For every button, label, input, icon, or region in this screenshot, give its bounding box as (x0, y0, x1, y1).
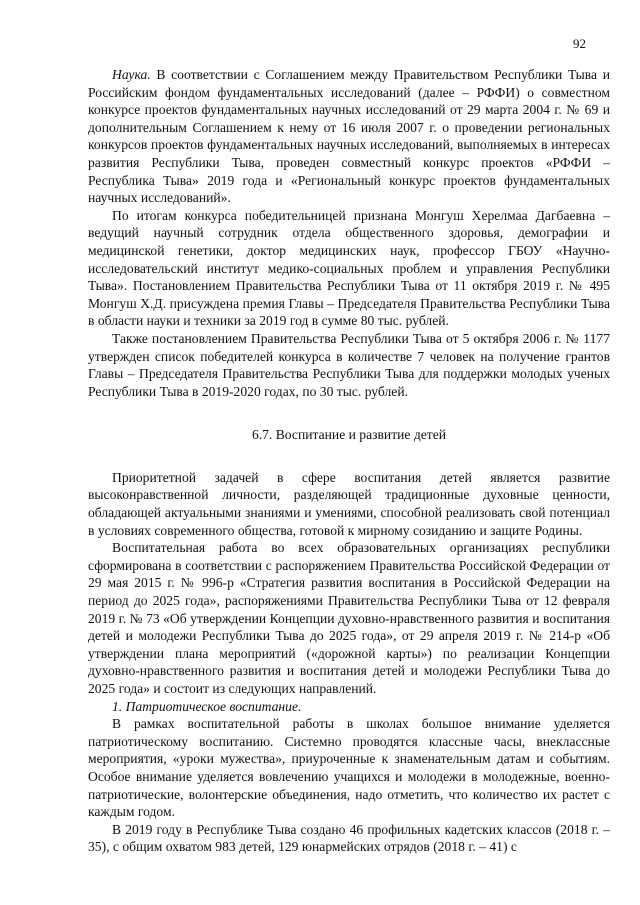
page-body (88, 66, 610, 856)
science-lead: Наука. (112, 67, 151, 82)
paragraph-science-intro (88, 66, 610, 207)
paragraph-cadet-classes: В 2019 году в Республике Тыва создано 46 профильных кадетских классов (2018 г. – 35), с общим охватом 983 детей, 129 юнармейских отрядов (2018 г. – 41) с (88, 821, 610, 855)
subsection-patriotic: 1. Патриотическое воспитание. (112, 698, 302, 714)
paragraph-education-priority: Приоритетной задачей в сфере воспитания детей является развитие высоконравственной личности, разделяющей традиционные духовные ценности, обладающей актуальными знаниями и умениями, способной реализовать свой потенциал в условиях современного общества, готовой к мирному созиданию и защите Родины. (88, 469, 610, 538)
paragraph-science-grants: Также постановлением Правительства Республики Тыва от 5 октября 2006 г. № 1177 утвержден список победителей конкурса в количестве 7 человек на получение грантов Главы – Председателя Правительства Республики Тыва для поддержки молодых ученых Республики Тыва в 2019-2020 годах, по 30 тыс. рублей. (88, 330, 610, 399)
paragraph-science-winner: По итогам конкурса победительницей признана Монгуш Херелмаа Дагбаевна – ведущий научный сотрудник отдела общественного здоровья, демографии и медицинской генетики, доктор медицинских наук, профессор ГБОУ «Научно-исследовательский институт медико-социальных проблем и управления Республики Тыва». Постановлением Правительства Республики Тыва от 11 октября 2019 г. № 495 Монгуш Х.Д. присуждена премия Главы – Председателя Правительства Республики Тыва в области науки и техники за 2019 год в сумме 80 тыс. рублей. (88, 207, 610, 329)
science-intro-text: В соответствии с Соглашением между Правительством Республики Тыва и Российским фондом фундаментальных исследований (далее – РФФИ) о совместном конкурсе проектов фундаментальных научных исследований от 29 марта 2004 г. № 69 и дополнительным Соглашением к нему от 16 июля 2007 г. о проведении региональных конкурсов проектов фундаментальных научных исследований, выполняемых в интересах развития Республики Тыва, проведен совместный конкурс проектов «РФФИ – Республика Тыва» 2019 года и «Региональный конкурс проектов фундаментальных научных исследований». (88, 67, 610, 206)
paragraph-education-framework: Воспитательная работа во всех образовательных организациях республики сформирована в соответствии с распоряжением Правительства Российской Федерации от 29 мая 2015 г. № 996-р «Стратегия развития воспитания в Российской Федерации на период до 2025 года», распоряжениями Правительства Республики Тыва от 12 февраля 2019 г. № 73 «Об утверждении Концепции духовно-нравственного развития и воспитания детей и молодежи Республики Тыва до 2025 года», от 29 апреля 2019 г. № 214-р «Об утверждении плана мероприятий («дорожной карты») по реализации Концепции духовно-нравственного развития и воспитания детей и молодежи Республики Тыва до 2025 года» и состоит из следующих направлений. (88, 540, 610, 696)
page-number: 92 (573, 36, 586, 51)
section-heading: 6.7. Воспитание и развитие детей (251, 427, 447, 443)
paragraph-patriotic-work: В рамках воспитательной работы в школах большое внимание уделяется патриотическому воспитанию. Системно проводятся классные часы, внеклассные мероприятия, «уроки мужества», приуроченные к знаменательным датам и событиям. Особое внимание уделяется вовлечению учащихся и молодежи в молодежные, военно-патриотические, волонтерские объединения, надо отметить, что количество их растет с каждым годом. (88, 716, 610, 820)
